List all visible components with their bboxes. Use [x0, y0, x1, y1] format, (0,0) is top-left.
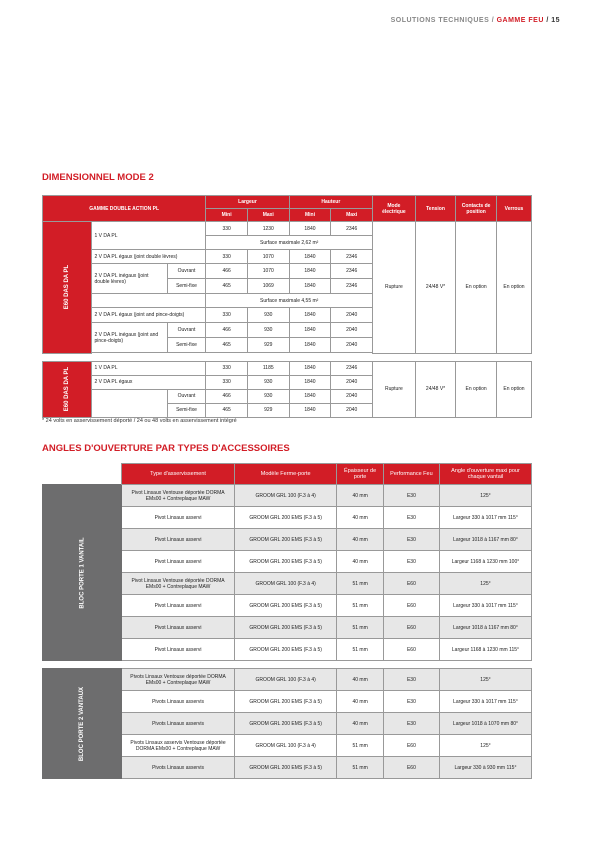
cell-type: Pivot Linsaux asservi	[122, 507, 235, 529]
cell: 1840	[289, 264, 331, 279]
cell-model: GROOM GRL 100 (F.3 à 4)	[234, 669, 336, 691]
header-prefix: SOLUTIONS TECHNIQUES /	[390, 17, 497, 24]
row-subname: Semi-fixe	[167, 338, 206, 353]
cell: 1840	[289, 403, 331, 417]
cell-type: Pivot Linsaux asservi	[122, 595, 235, 617]
row-name: 2 V DA PL égaux	[92, 375, 206, 389]
cell-ep: 51 mm	[337, 639, 384, 661]
cell: 465	[206, 403, 248, 417]
surface-note: Surface maximale 4,55 m²	[206, 294, 373, 308]
cell-type: Pivots Linsaux asservis	[122, 691, 235, 713]
section-title-dimensionnel: DIMENSIONNEL MODE 2	[42, 172, 154, 183]
cell-type: Pivot Linsaux asservi	[122, 639, 235, 661]
row-subname: Semi-fixe	[167, 403, 206, 417]
cell-feu: E30	[383, 669, 439, 691]
header-contacts: Contacts de position	[456, 196, 497, 222]
cell-feu: E60	[383, 639, 439, 661]
cell-angle: 125°	[439, 485, 531, 507]
cell-angle: Largeur 330 à 1017 mm 115°	[439, 595, 531, 617]
table-row	[43, 485, 532, 507]
cell: 1840	[289, 222, 331, 236]
cell: 330	[206, 222, 248, 236]
group1-tension: 24/48 V*	[415, 222, 456, 354]
cell-angle: Largeur 330 à 1017 mm 115°	[439, 507, 531, 529]
cell-angle: Largeur 1018 à 1167 mm 80°	[439, 529, 531, 551]
cell-feu: E30	[383, 507, 439, 529]
block-label: BLOC PORTE 1 VANTAIL	[43, 485, 122, 661]
cell-model: GROOM GRL 100 (F.3 à 4)	[234, 485, 336, 507]
cell-model: GROOM GRL 200 EMS (F.3 à 5)	[234, 639, 336, 661]
cell-angle: Largeur 1018 à 1070 mm 80°	[439, 713, 531, 735]
cell-ep: 40 mm	[337, 669, 384, 691]
cell-type: Pivot Linsaux asservi	[122, 617, 235, 639]
section-title-angles: ANGLES D'OUVERTURE PAR TYPES D'ACCESSOIRES	[42, 443, 290, 454]
cell: 2346	[331, 361, 373, 375]
cell-type: Pivots Linsaux asservis Ventouse déportée DORMA EMs00 + Contreplaque MAW	[122, 735, 235, 757]
dimension-table	[42, 195, 532, 418]
cell: 2040	[331, 389, 373, 403]
cell: 1840	[289, 375, 331, 389]
cell-type: Pivot Linsaux Ventouse déportée DORMA EMs00 + Contreplaque MAW	[122, 485, 235, 507]
cell-angle: Largeur 1018 à 1167 mm 80°	[439, 617, 531, 639]
header-tension: Tension	[415, 196, 456, 222]
header-hauteur-mini: Mini	[289, 209, 331, 222]
cell-model: GROOM GRL 200 EMS (F.3 à 5)	[234, 691, 336, 713]
cell-model: GROOM GRL 100 (F.3 à 4)	[234, 573, 336, 595]
cell-feu: E30	[383, 529, 439, 551]
cell: 1840	[289, 279, 331, 294]
cell: 1840	[289, 338, 331, 353]
cell: 930	[247, 375, 289, 389]
cell: 2346	[331, 250, 373, 264]
cell-type: Pivot Linsaux asservi	[122, 529, 235, 551]
header-largeur-maxi: Maxi	[247, 209, 289, 222]
footnote: * 24 volts en asservissement déporté / 24 ou 48 volts en asservissement intégré	[42, 418, 237, 424]
cell-feu: E60	[383, 595, 439, 617]
cell: 330	[206, 361, 248, 375]
cell-angle: Largeur 330 à 930 mm 115°	[439, 757, 531, 779]
cell-model: GROOM GRL 200 EMS (F.3 à 5)	[234, 507, 336, 529]
group2-contacts: En option	[456, 361, 497, 417]
cell: 466	[206, 389, 248, 403]
cell-feu: E30	[383, 713, 439, 735]
cell: 2040	[331, 375, 373, 389]
cell: 2346	[331, 279, 373, 294]
group2-tension: 24/48 V*	[415, 361, 456, 417]
blank	[43, 464, 122, 485]
cell: 330	[206, 375, 248, 389]
cell: 929	[247, 338, 289, 353]
row-subname: Semi-fixe	[167, 279, 206, 294]
cell-model: GROOM GRL 100 (F.3 à 4)	[234, 735, 336, 757]
cell: 2346	[331, 222, 373, 236]
cell-type: Pivot Linsaux asservi	[122, 551, 235, 573]
cell: 1069	[247, 279, 289, 294]
blank	[92, 294, 206, 308]
cell: 330	[206, 250, 248, 264]
row-subname: Ouvrant	[167, 389, 206, 403]
cell-angle: Largeur 1168 à 1230 mm 115°	[439, 639, 531, 661]
header-gamme: GAMME DOUBLE ACTION PL	[43, 196, 206, 222]
cell-ep: 40 mm	[337, 507, 384, 529]
header-type: Type d'asservissement	[122, 464, 235, 485]
block1-rows	[43, 485, 532, 661]
cell: 2040	[331, 308, 373, 323]
cell-angle: 125°	[439, 735, 531, 757]
cell-feu: E60	[383, 757, 439, 779]
header-feu: Performance Feu	[383, 464, 439, 485]
row-subname: Ouvrant	[167, 264, 206, 279]
cell-ep: 51 mm	[337, 617, 384, 639]
cell-model: GROOM GRL 200 EMS (F.3 à 5)	[234, 713, 336, 735]
cell: 930	[247, 323, 289, 338]
cell-ep: 51 mm	[337, 735, 384, 757]
row-name: 2 V DA PL inégaux (joint double lèvres)	[92, 264, 167, 294]
group1-mode: Rupture	[373, 222, 416, 354]
cell: 1185	[247, 361, 289, 375]
cell-type: Pivots Linsaux Ventouse déportée DORMA EMs00 + Contreplaque MAW	[122, 669, 235, 691]
cell-model: GROOM GRL 200 EMS (F.3 à 5)	[234, 617, 336, 639]
cell-type: Pivot Linsaux Ventouse déportée DORMA EMs00 + Contreplaque MAW	[122, 573, 235, 595]
cell: 1840	[289, 389, 331, 403]
header-largeur-mini: Mini	[206, 209, 248, 222]
cell-feu: E60	[383, 735, 439, 757]
cell: 1840	[289, 361, 331, 375]
cell: 930	[247, 308, 289, 323]
header-angle: Angle d'ouverture maxi pour chaque vantail	[439, 464, 531, 485]
angles-table	[42, 463, 532, 779]
cell-ep: 51 mm	[337, 595, 384, 617]
cell: 929	[247, 403, 289, 417]
group2-verrous: En option	[496, 361, 531, 417]
cell-angle: Largeur 1168 à 1230 mm 100°	[439, 551, 531, 573]
cell-angle: Largeur 330 à 1017 mm 115°	[439, 691, 531, 713]
cell-ep: 40 mm	[337, 529, 384, 551]
cell-feu: E30	[383, 551, 439, 573]
cell-ep: 51 mm	[337, 757, 384, 779]
cell: 1840	[289, 308, 331, 323]
cell-feu: E30	[383, 691, 439, 713]
cell-model: GROOM GRL 200 EMS (F.3 à 5)	[234, 529, 336, 551]
header-page-number: / 15	[543, 17, 560, 24]
cell-feu: E60	[383, 573, 439, 595]
cell: 1070	[247, 264, 289, 279]
cell: 1840	[289, 323, 331, 338]
cell: 2040	[331, 338, 373, 353]
cell: 330	[206, 308, 248, 323]
block-label: BLOC PORTE 2 VANTAUX	[43, 669, 122, 779]
row-name: 2 V DA PL inégaux (joint and pince-doigts)	[92, 323, 167, 353]
row-name	[92, 389, 167, 417]
header-model: Modèle Ferme-porte	[234, 464, 336, 485]
cell-ep: 40 mm	[337, 485, 384, 507]
cell: 2040	[331, 323, 373, 338]
group1-contacts: En option	[456, 222, 497, 354]
cell: 1230	[247, 222, 289, 236]
group1-verrous: En option	[496, 222, 531, 354]
cell: 1840	[289, 250, 331, 264]
cell-ep: 51 mm	[337, 573, 384, 595]
header-hauteur-maxi: Maxi	[331, 209, 373, 222]
header-epaisseur: Épaisseur de porte	[337, 464, 384, 485]
group1-label: E60 DAS DA PL	[43, 222, 92, 354]
header-mode: Mode électrique	[373, 196, 416, 222]
group2-mode: Rupture	[373, 361, 416, 417]
header-verrous: Verrous	[496, 196, 531, 222]
row-name: 2 V DA PL égaux (joint double lèvres)	[92, 250, 206, 264]
row-name: 2 V DA PL égaux (joint and pince-doigts)	[92, 308, 206, 323]
cell-type: Pivots Linsaux asservis	[122, 713, 235, 735]
cell: 466	[206, 264, 248, 279]
cell-angle: 125°	[439, 669, 531, 691]
header-accent: GAMME FEU	[496, 17, 544, 24]
cell: 2040	[331, 403, 373, 417]
cell-angle: 125°	[439, 573, 531, 595]
cell-feu: E60	[383, 617, 439, 639]
cell: 2346	[331, 264, 373, 279]
cell: 465	[206, 279, 248, 294]
group2-label: E60 DAS DA PL	[43, 361, 92, 417]
cell-model: GROOM GRL 200 EMS (F.3 à 5)	[234, 757, 336, 779]
cell-model: GROOM GRL 200 EMS (F.3 à 5)	[234, 551, 336, 573]
surface-note: Surface maximale 2,62 m²	[206, 236, 373, 250]
cell-feu: E30	[383, 485, 439, 507]
cell-ep: 40 mm	[337, 551, 384, 573]
table-row	[43, 669, 532, 691]
header-hauteur: Hauteur	[289, 196, 372, 209]
header-largeur: Largeur	[206, 196, 289, 209]
row-subname: Ouvrant	[167, 323, 206, 338]
cell: 465	[206, 338, 248, 353]
cell: 1070	[247, 250, 289, 264]
row-name: 1 V DA PL	[92, 361, 206, 375]
cell-model: GROOM GRL 200 EMS (F.3 à 5)	[234, 595, 336, 617]
cell: 466	[206, 323, 248, 338]
cell: 930	[247, 389, 289, 403]
cell-ep: 40 mm	[337, 691, 384, 713]
block2-rows	[43, 669, 532, 779]
cell-ep: 40 mm	[337, 713, 384, 735]
row-name: 1 V DA PL	[92, 222, 206, 250]
cell-type: Pivots Linsaux asservis	[122, 757, 235, 779]
page-header	[391, 17, 560, 24]
